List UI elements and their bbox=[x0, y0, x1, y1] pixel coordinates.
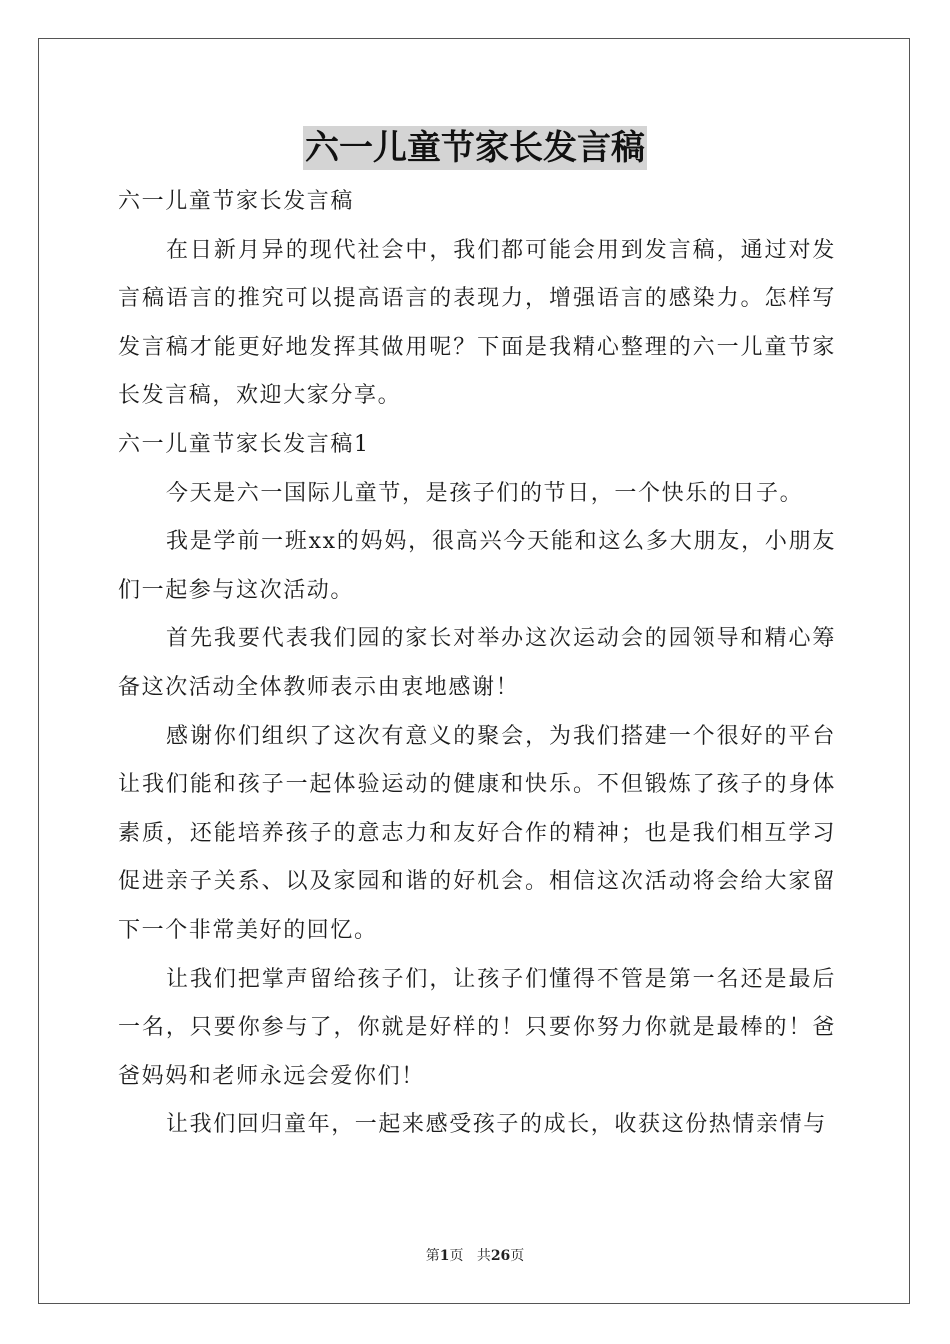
section-heading: 六一儿童节家长发言稿1 bbox=[118, 431, 370, 457]
footer-page-number: 1 bbox=[439, 1248, 450, 1264]
footer-total-suffix: 页 bbox=[510, 1248, 525, 1264]
document-title: 六一儿童节家长发言稿 bbox=[305, 128, 645, 168]
intro-paragraph: 在日新月异的现代社会中，我们都可能会用到发言稿，通过对发言稿语言的推究可以提高语言的表现力，增强语言的感染力。怎样写发言稿才能更好地发挥其做用呢？下面是我精心整理的六一儿童节家长发言稿，欢迎大家分享。 bbox=[118, 237, 836, 409]
paragraph-applause: 让我们把掌声留给孩子们，让孩子们懂得不管是第一名还是最后一名，只要你参与了，你就是好样的！只要你努力你就是最棒的！爸爸妈妈和老师永远会爱你们！ bbox=[118, 966, 836, 1089]
document-body bbox=[118, 178, 836, 1150]
paragraph-childhood: 让我们回归童年，一起来感受孩子的成长，收获这份热情亲情与 bbox=[166, 1112, 827, 1138]
paragraph-self-intro: 我是学前一班xx的妈妈，很高兴今天能和这么多大朋友，小朋友们一起参与这次活动。 bbox=[118, 529, 836, 603]
paragraph-gratitude: 感谢你们组织了这次有意义的聚会，为我们搭建一个很好的平台让我们能和孩子一起体验运动的健康和快乐。不但锻炼了孩子的身体素质，还能培养孩子的意志力和友好合作的精神；也是我们相互学习促进亲子关系、以及家园和谐的好机会。相信这次活动将会给大家留下一个非常美好的回忆。 bbox=[118, 723, 836, 943]
body-heading: 六一儿童节家长发言稿 bbox=[118, 189, 355, 214]
footer-page-prefix: 第 bbox=[425, 1248, 440, 1264]
paragraph-greeting: 今天是六一国际儿童节，是孩子们的节日，一个快乐的日子。 bbox=[166, 480, 804, 506]
footer-page-suffix: 页 bbox=[449, 1248, 464, 1264]
footer-total-pages: 26 bbox=[490, 1248, 511, 1264]
footer-total-prefix: 共 bbox=[476, 1248, 491, 1264]
page-footer bbox=[0, 1246, 950, 1266]
title-container bbox=[0, 126, 950, 170]
paragraph-thanks: 首先我要代表我们园的家长对举办这次运动会的园领导和精心筹备这次活动全体教师表示由衷地感谢！ bbox=[118, 626, 836, 700]
